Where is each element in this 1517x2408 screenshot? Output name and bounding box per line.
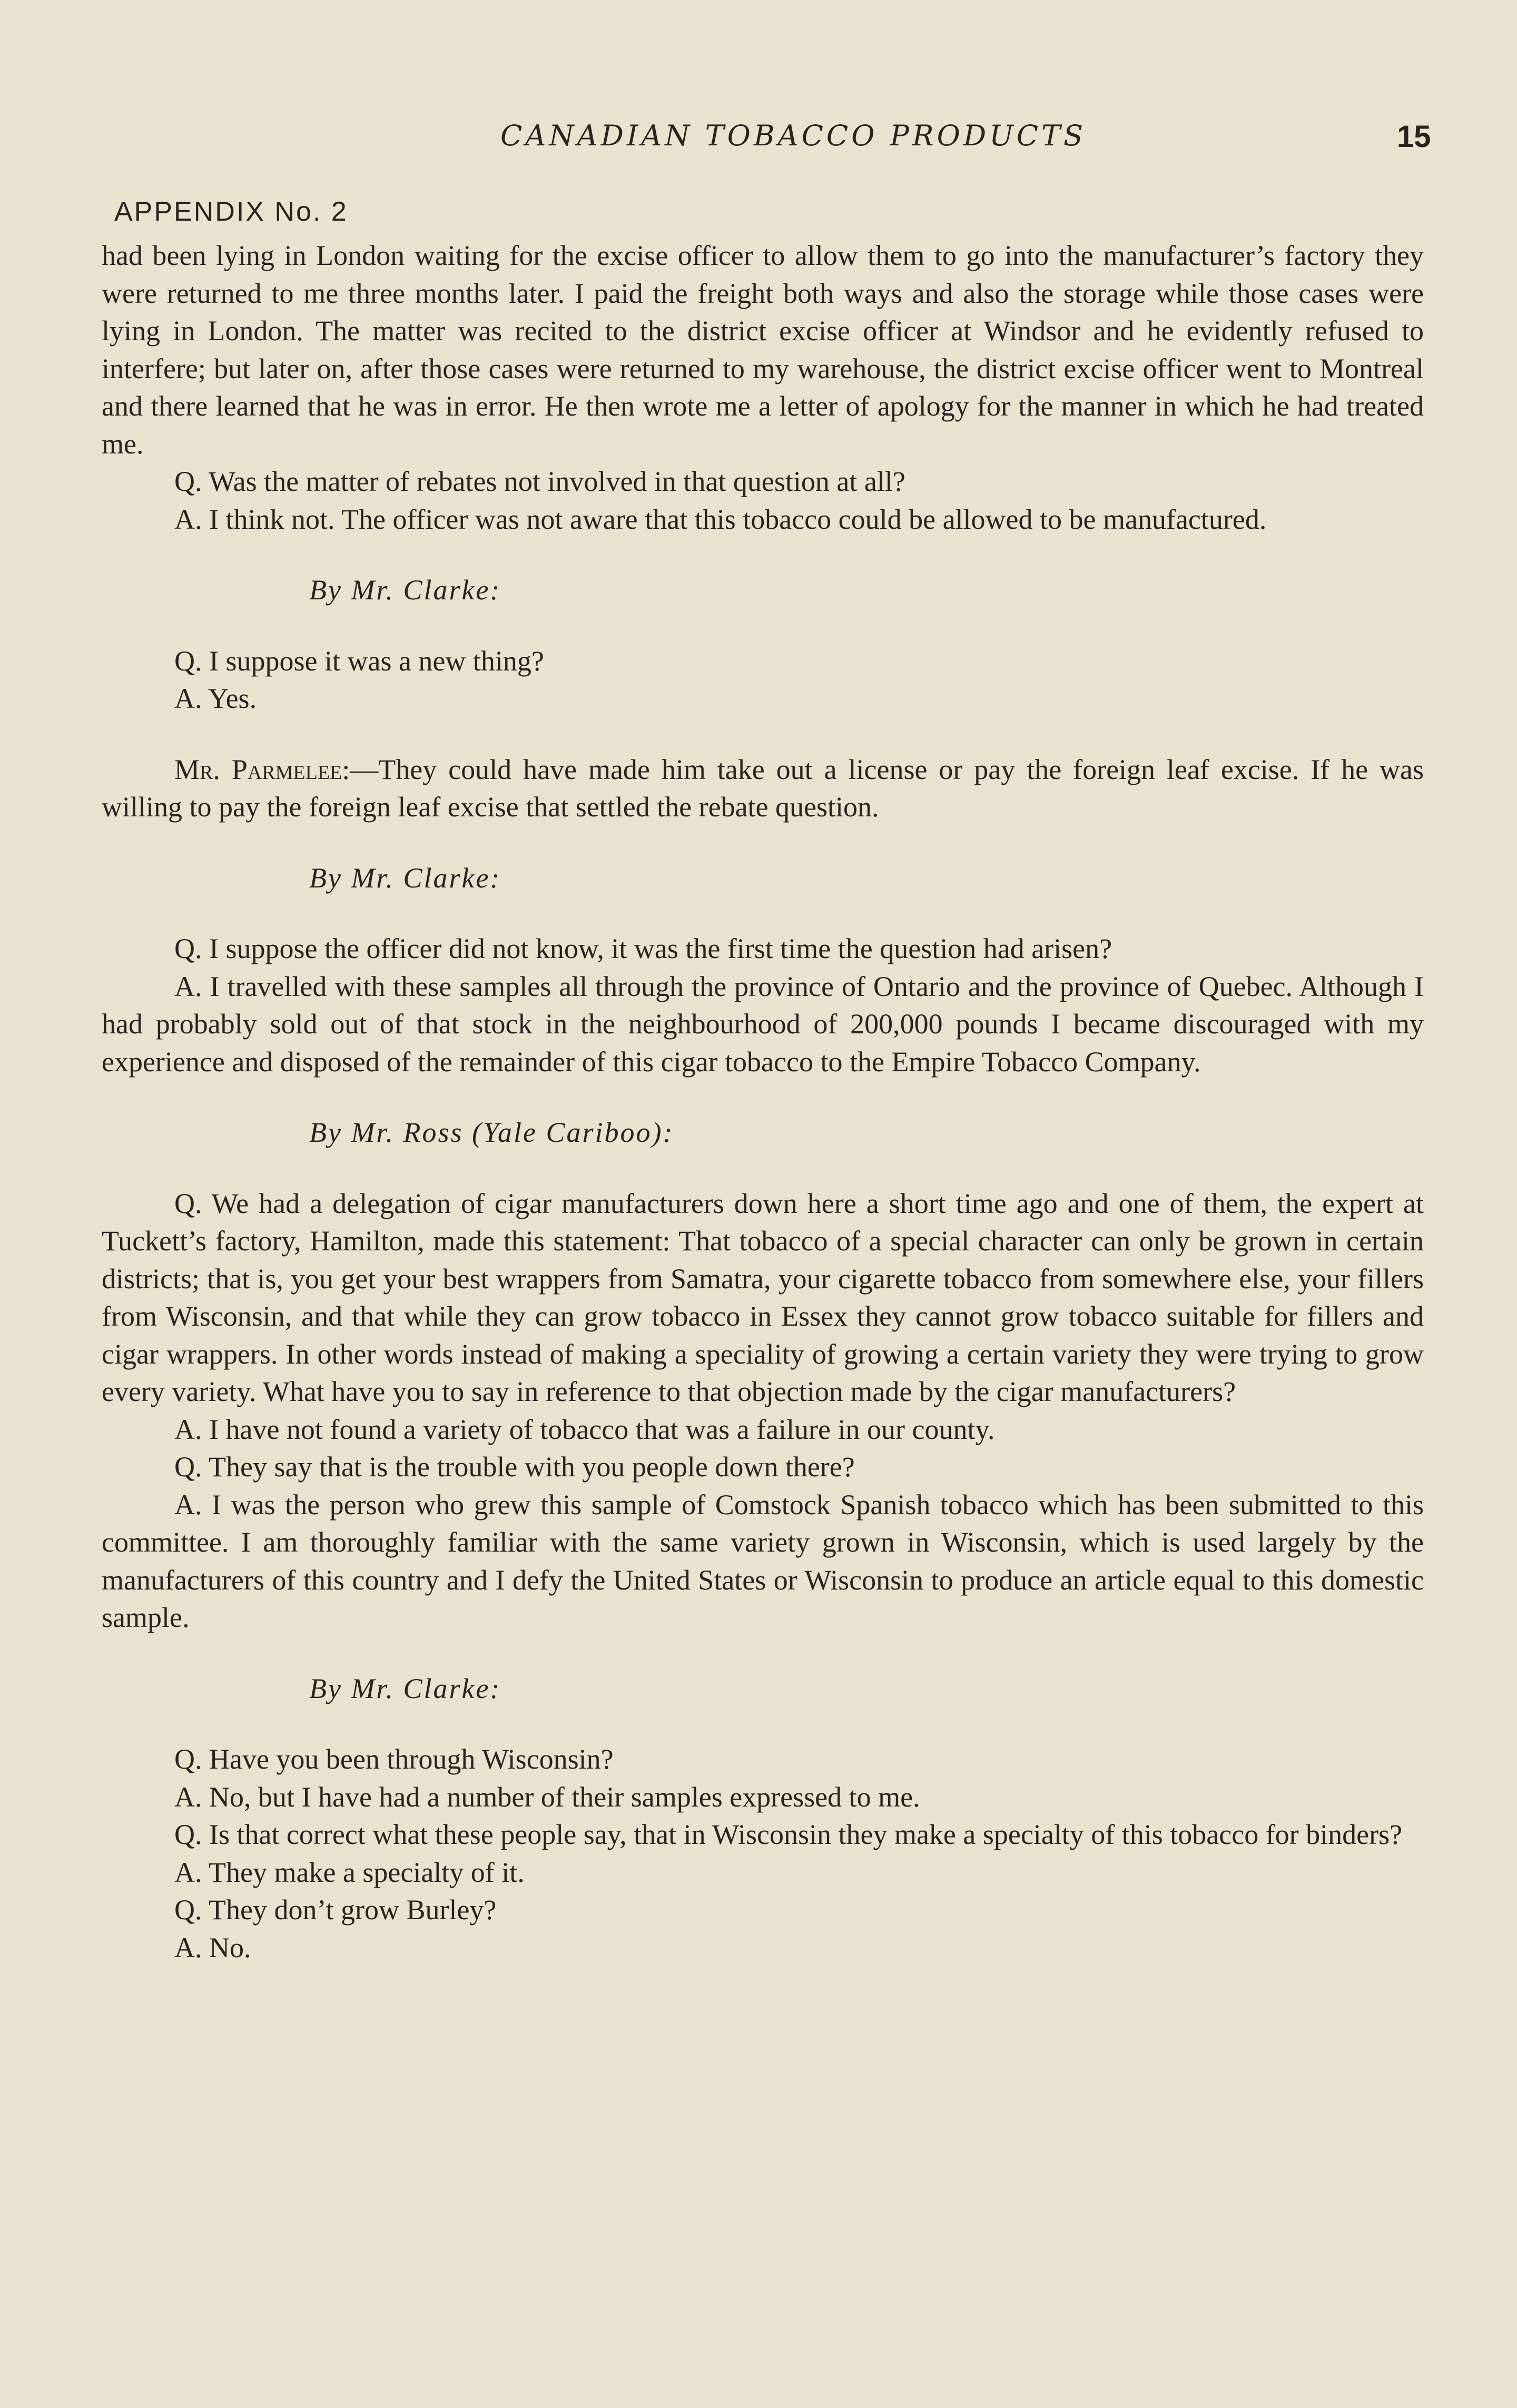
examiner-heading: By Mr. Clarke: <box>309 574 501 606</box>
paragraph-continuation: had been lying in London waiting for the excise officer to allow them to go into the manufacturer’s factory they were returned to me three months later. I paid the freight both ways and also the storage while those cases were lying in London. The matter was recited to the district excise officer at Windsor and he evidently refused to interfere; but later on, after those cases were returned to my warehouse, the district excise officer went to Montreal and there learned that he was in error. He then wrote me a letter of apology for the manner in which he had treated me. <box>102 240 1424 460</box>
page-header <box>0 119 1517 166</box>
answer: A. I travelled with these samples all through the province of Ontario and the province of Quebec. Although I had probably sold out of that stock in the neighbourhood of 200,000 pounds I became discouraged with my experience and disposed of the remainder of this cigar tobacco to the Empire Tobacco Company. <box>102 970 1424 1078</box>
answer: A. They make a specialty of it. <box>174 1856 525 1888</box>
examiner-heading: By Mr. Ross (Yale Cariboo): <box>309 1117 674 1148</box>
question: Q. Have you been through Wisconsin? <box>174 1743 614 1775</box>
page-number: 15 <box>1397 120 1431 154</box>
question: Q. Was the matter of rebates not involved in that question at all? <box>174 466 905 497</box>
question: Q. They say that is the trouble with you people down there? <box>174 1451 855 1483</box>
examiner-heading: By Mr. Clarke: <box>309 1672 501 1704</box>
answer: A. Yes. <box>174 683 257 714</box>
answer: A. I have not found a variety of tobacco that was a failure in our county. <box>174 1413 995 1445</box>
speaker-name: Mr. Parmelee <box>174 753 342 785</box>
question: Q. I suppose it was a new thing? <box>174 645 544 677</box>
transcript-body <box>102 237 1424 1967</box>
speaker-text: :—They could have made him take out a license or pay the foreign leaf excise. If he was willing to pay the foreign leaf excise that settled the rebate question. <box>102 753 1424 823</box>
answer: A. No, but I have had a number of their samples expressed to me. <box>174 1781 920 1813</box>
answer: A. No. <box>174 1931 251 1963</box>
question: Q. They don’t grow Burley? <box>174 1894 497 1926</box>
appendix-label: APPENDIX No. 2 <box>114 196 348 227</box>
examiner-heading: By Mr. Clarke: <box>309 862 501 894</box>
running-title: CANADIAN TOBACCO PRODUCTS <box>500 119 1087 152</box>
question: Q. Is that correct what these people say, that in Wisconsin they make a specialty of this tobacco for binders? <box>174 1819 1403 1850</box>
answer: A. I think not. The officer was not aware that this tobacco could be allowed to be manufactured. <box>174 503 1267 535</box>
question: Q. I suppose the officer did not know, it was the first time the question had arisen? <box>174 933 1112 964</box>
question: Q. We had a delegation of cigar manufacturers down here a short time ago and one of them, the expert at Tuckett’s factory, Hamilton, made this statement: That tobacco of a special character can only be grown in certain districts; that is, you get your best wrappers from Samatra, your cigarette tobacco from somewhere else, your fillers from Wisconsin, and that while they can grow tobacco in Essex they cannot grow tobacco suitable for fillers and cigar wrappers. In other words instead of making a speciality of growing a certain variety they were trying to grow every variety. What have you to say in reference to that objection made by the cigar manufacturers? <box>102 1187 1424 1407</box>
speaker-remark <box>102 751 1424 826</box>
answer: A. I was the person who grew this sample of Comstock Spanish tobacco which has been submitted to this committee. I am thoroughly familiar with the same variety grown in Wisconsin, which is used largely by the manufacturers of this country and I defy the United States or Wisconsin to produce an article equal to this domestic sample. <box>102 1488 1424 1633</box>
